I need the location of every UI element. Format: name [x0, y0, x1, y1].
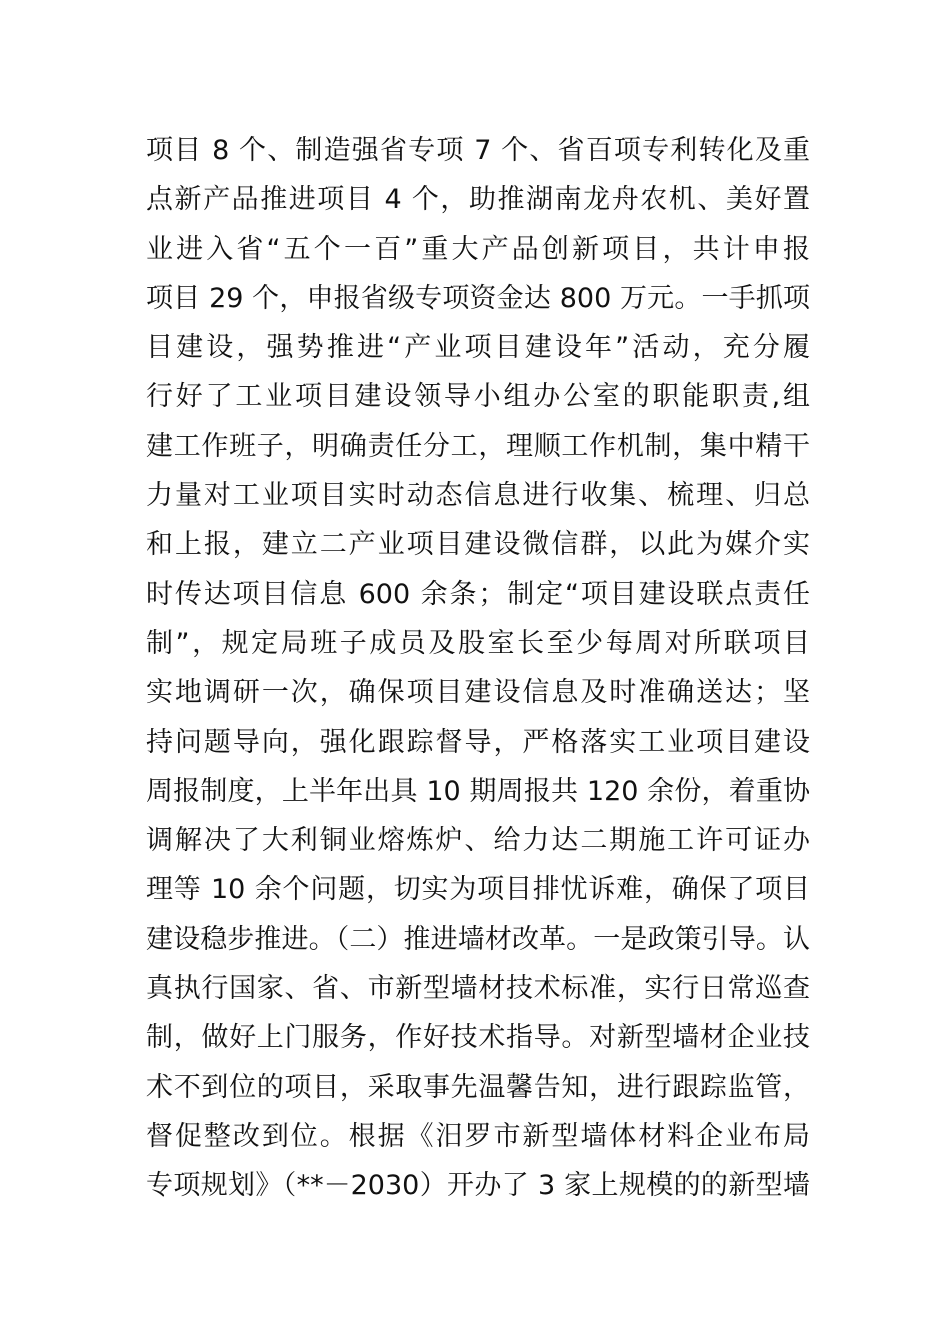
- text-line: 行好了工业项目建设领导小组办公室的职能职责,组: [146, 381, 810, 413]
- text-line: 持问题导向，强化跟踪督导，严格落实工业项目建设: [146, 726, 810, 758]
- text-line: 术不到位的项目，采取事先温馨告知，进行跟踪监管，: [146, 1071, 810, 1103]
- text-line: 制”，规定局班子成员及股室长至少每周对所联项目: [146, 627, 810, 659]
- text-line: 建设稳步推进。（二）推进墙材改革。一是政策引导。认: [146, 923, 810, 955]
- text-line: 和上报，建立二产业项目建设微信群，以此为媒介实: [146, 529, 810, 561]
- text-line: 建工作班子，明确责任分工，理顺工作机制，集中精干: [146, 430, 810, 462]
- text-line: 业进入省“五个一百”重大产品创新项目，共计申报: [146, 233, 810, 265]
- text-line: 制，做好上门服务，作好技术指导。对新型墙材企业技: [146, 1022, 810, 1054]
- body-text: [146, 126, 810, 1211]
- text-line: 周报制度，上半年出具 10 期周报共 120 余份，着重协: [146, 775, 810, 807]
- text-line: 项目 8 个、制造强省专项 7 个、省百项专利转化及重: [146, 135, 810, 166]
- text-line: 专项规划》（**－2030）开办了 3 家上规模的的新型墙: [146, 1170, 810, 1202]
- text-line: 目建设，强势推进“产业项目建设年”活动，充分履: [146, 332, 810, 364]
- text-line: 督促整改到位。根据《汨罗市新型墙体材料企业布局: [146, 1120, 810, 1152]
- text-line: 理等 10 余个问题，切实为项目排忧诉难，确保了项目: [146, 874, 810, 906]
- text-line: 实地调研一次，确保项目建设信息及时准确送达；坚: [146, 677, 810, 709]
- text-line: 力量对工业项目实时动态信息进行收集、梳理、归总: [146, 480, 810, 512]
- text-line: 时传达项目信息 600 余条；制定“项目建设联点责任: [146, 578, 810, 610]
- text-line: 点新产品推进项目 4 个，助推湖南龙舟农机、美好置: [146, 184, 810, 216]
- text-line: 项目 29 个，申报省级专项资金达 800 万元。一手抓项: [146, 282, 810, 314]
- text-line: 调解决了大利铜业熔炼炉、给力达二期施工许可证办: [146, 825, 810, 857]
- text-line: 真执行国家、省、市新型墙材技术标准，实行日常巡查: [146, 973, 810, 1005]
